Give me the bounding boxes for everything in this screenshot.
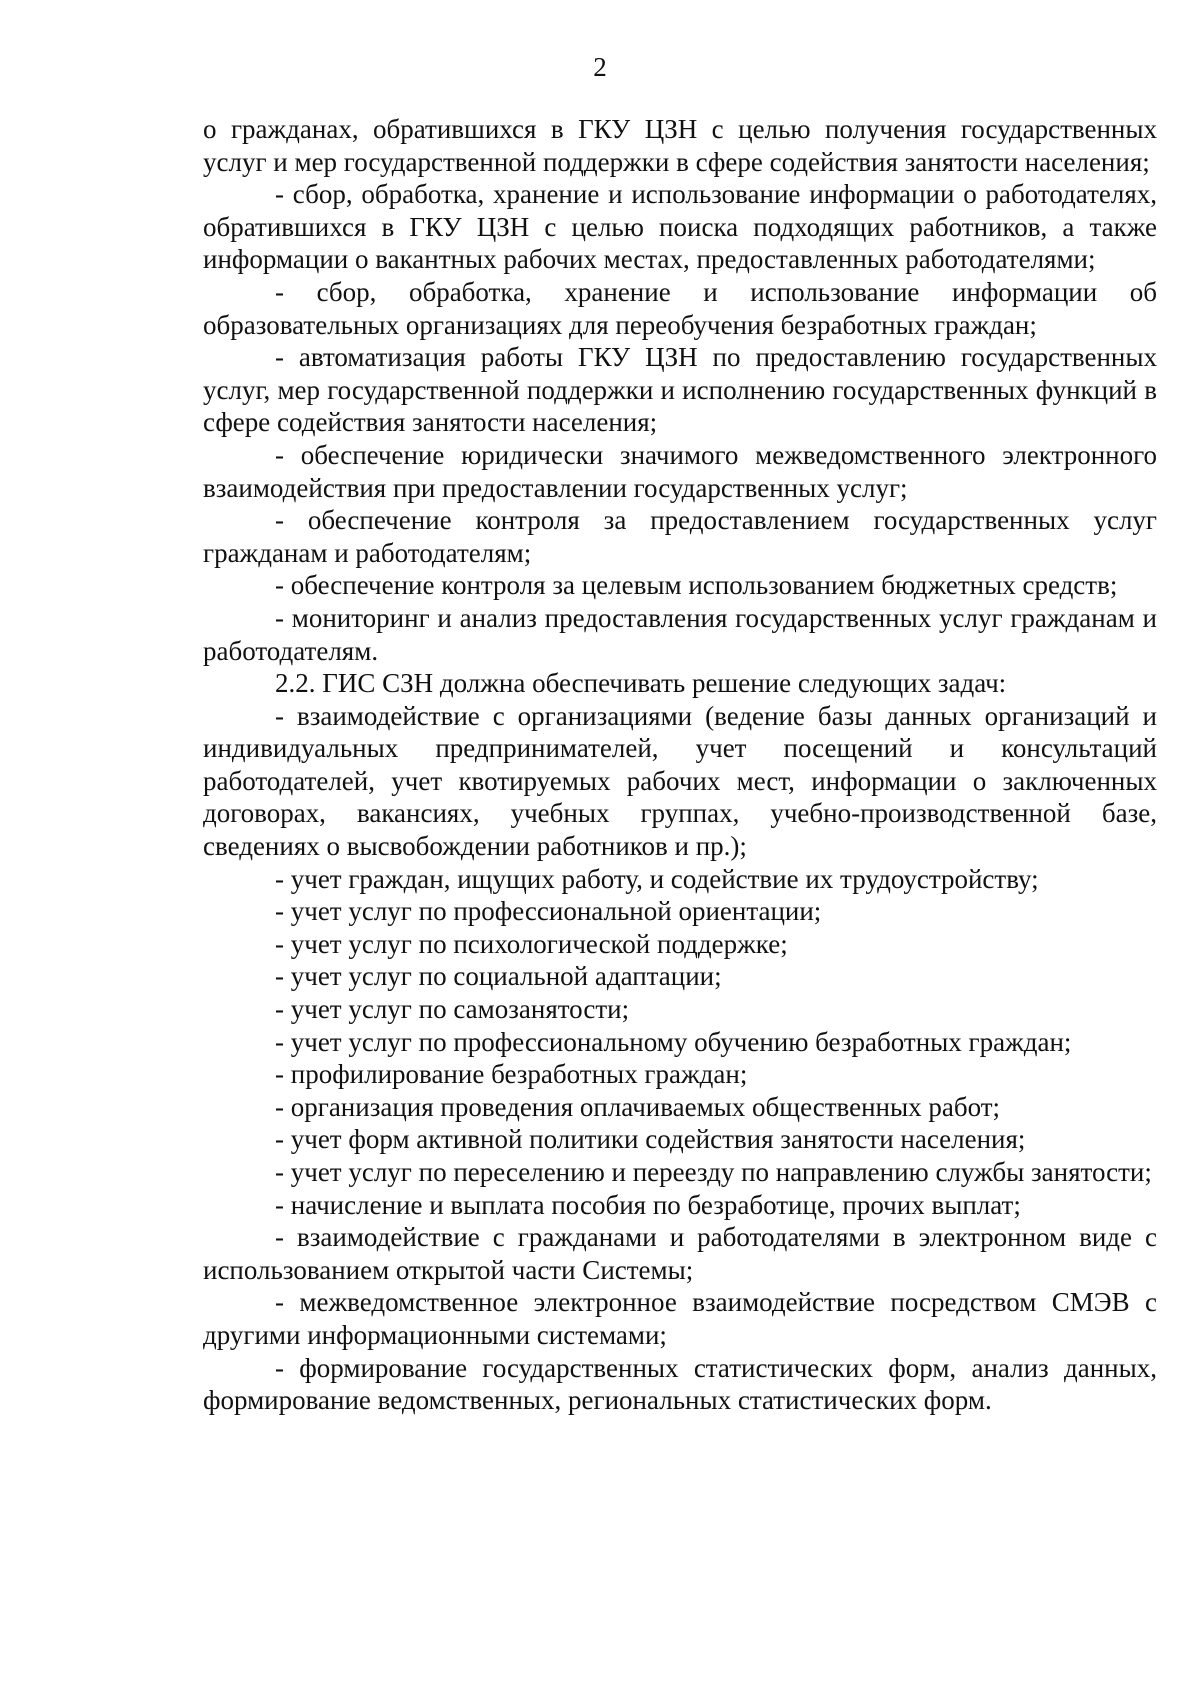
paragraph-electronic-interaction: - взаимодействие с гражданами и работодателями в электронном виде с использованием открытой части Системы; [203,1222,1157,1285]
paragraph-automation: - автоматизация работы ГКУ ЦЗН по предоставлению государственных услуг, мер государственной поддержки и исполнению государственных функций в сфере содействия занятости населения; [203,342,1157,438]
paragraph-smev: - межведомственное электронное взаимодействие посредством СМЭВ с другими информационными системами; [203,1287,1157,1350]
page-number: 2 [593,52,607,82]
paragraph-psychological-support: - учет услуг по психологической поддержке; [275,928,788,959]
paragraph-control-budget: - обеспечение контроля за целевым использованием бюджетных средств; [275,570,1118,601]
paragraph-vocational-training: - учет услуг по профессиональному обучению безработных граждан; [275,1026,1072,1057]
paragraph-interagency-interaction: - обеспечение юридически значимого межведомственного электронного взаимодействия при предоставлении государственных услуг; [203,439,1157,503]
paragraph-monitoring: - мониторинг и анализ предоставления государственных услуг гражданам и работодателям. [203,602,1157,666]
paragraph-public-works: - организация проведения оплачиваемых общественных работ; [275,1091,1001,1122]
paragraph-active-policy: - учет форм активной политики содействия занятости населения; [275,1124,1026,1155]
paragraph-profiling: - профилирование безработных граждан; [275,1059,748,1090]
paragraph-statistics: - формирование государственных статистических форм, анализ данных, формирование ведомственных, региональных статистических форм. [203,1352,1157,1416]
paragraph-career-guidance: - учет услуг по профессиональной ориентации; [275,896,822,927]
paragraph-organizations: - взаимодействие с организациями (ведение базы данных организаций и индивидуальных предпринимателей, учет посещений и консультаций работодателей, учет квотируемых рабочих мест, информации о заключенных договорах, вакансиях, учебных группах, учебно-производственной базе, сведениях о высвобождении работников и пр.); [203,700,1157,862]
paragraph-job-seekers: - учет граждан, ищущих работу, и содействие их трудоустройству; [275,863,1039,894]
paragraph-benefits: - начисление и выплата пособия по безработице, прочих выплат; [275,1189,1021,1220]
paragraph-self-employment: - учет услуг по самозанятости; [275,994,630,1025]
paragraph-relocation: - учет услуг по переселению и переезду по направлению службы занятости; [275,1157,1152,1187]
paragraph-employers-info: - сбор, обработка, хранение и использование информации о работодателях, обратившихся в ГКУ ЦЗН с целью поиска подходящих работников, а также информации о вакантных рабочих местах, предоставленных работодателями; [203,179,1157,275]
paragraph-section-2-2: 2.2. ГИС СЗН должна обеспечивать решение следующих задач: [275,668,1007,699]
document-body [203,113,1157,1417]
paragraph-intro: о гражданах, обратившихся в ГКУ ЦЗН с целью получения государственных услуг и мер государственной поддержки в сфере содействия занятости населения; [203,114,1157,177]
paragraph-education-info: - сбор, обработка, хранение и использование информации об образовательных организациях для переобучения безработных граждан; [203,276,1157,340]
paragraph-social-adaptation: - учет услуг по социальной адаптации; [275,961,722,992]
paragraph-control-services: - обеспечение контроля за предоставлением государственных услуг гражданам и работодателям; [203,505,1157,568]
